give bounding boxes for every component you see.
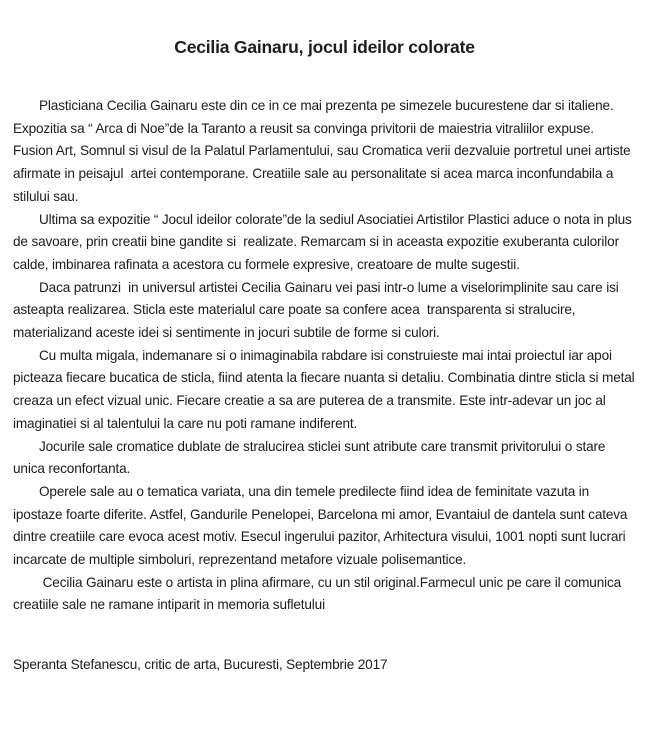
body-paragraph: Ultima sa expozitie “ Jocul ideilor colorate”de la sediul Asociatiei Artistilor Plastici aduce o nota in plus de savoare, prin creatii bine gandite si realizate. Remarcam si in aceasta expozitie exuberanta culorilor calde, imbinarea rafinata a acestora cu formele expresive, creatoare de multe sugestii. <box>13 211 636 272</box>
document-title: Cecilia Gainaru, jocul ideilor colorate <box>174 37 475 57</box>
body-paragraph: Plasticiana Cecilia Gainaru este din ce in ce mai prezenta pe simezele bucurestene dar si italiene. Expozitia sa “ Arca di Noe”de la Taranto a reusit sa convinga privitorii de maiestria vitraliilor expuse. Fusion Art, Somnul si visul de la Palatul Parlamentului, sau Cromatica verii dezvaluie portretul unei artiste afirmate in peisajul artei contemporane. Creatiile sale au personalitate si acea marca inconfundabila a stilului sau. <box>13 98 635 204</box>
body-paragraph: Operele sale au o tematica variata, una din temele predilecte fiind idea de feminitate vazuta in ipostaze foarte diferite. Astfel, Gandurile Penelopei, Barcelona mi amor, Evantaiul de dantela sunt cateva dintre creatiile care evoca acest motiv. Esecul ingerului pazitor, Arhitectura visului, 1001 nopti sunt lucrari incarcate de multiple simboluri, reprezentand metafore vizuale polisemantice. <box>13 483 631 568</box>
body-paragraph: Cecilia Gainaru este o artista in plina afirmare, cu un stil original.Farmecul unic pe care il comunica creatiile sale ne ramane intiparit in memoria sufletului <box>13 574 625 613</box>
signature-line: Speranta Stefanescu, critic de arta, Bucuresti, Septembrie 2017 <box>13 657 388 673</box>
body-paragraph: Daca patrunzi in universul artistei Cecilia Gainaru vei pasi intr-o lume a viselorimplinite sau care isi asteapta realizarea. Sticla este materialul care poate sa confere acea transparenta si stralucire, materializand aceste idei si sentimente in jocuri subtile de forme si culori. <box>13 279 623 341</box>
body-paragraph: Cu multa migala, indemanare si o inimaginabila rabdare isi construieste mai intai proiectul iar apoi picteaza fiecare bucatica de sticla, fiind atenta la fiecare nuanta si detaliu. Combinatia dintre sticla si metal creaza un efect vizual unic. Fiecare creatie a sa are puterea de a transmite. Este intr-adevar un joc al imaginatiei si al talentului la care nu poti ramane indiferent. <box>13 347 639 431</box>
document-body <box>13 95 639 617</box>
body-paragraph: Jocurile sale cromatice dublate de stralucirea sticlei sunt atribute care transmit privitorului o stare unica reconfortanta. <box>13 438 609 477</box>
